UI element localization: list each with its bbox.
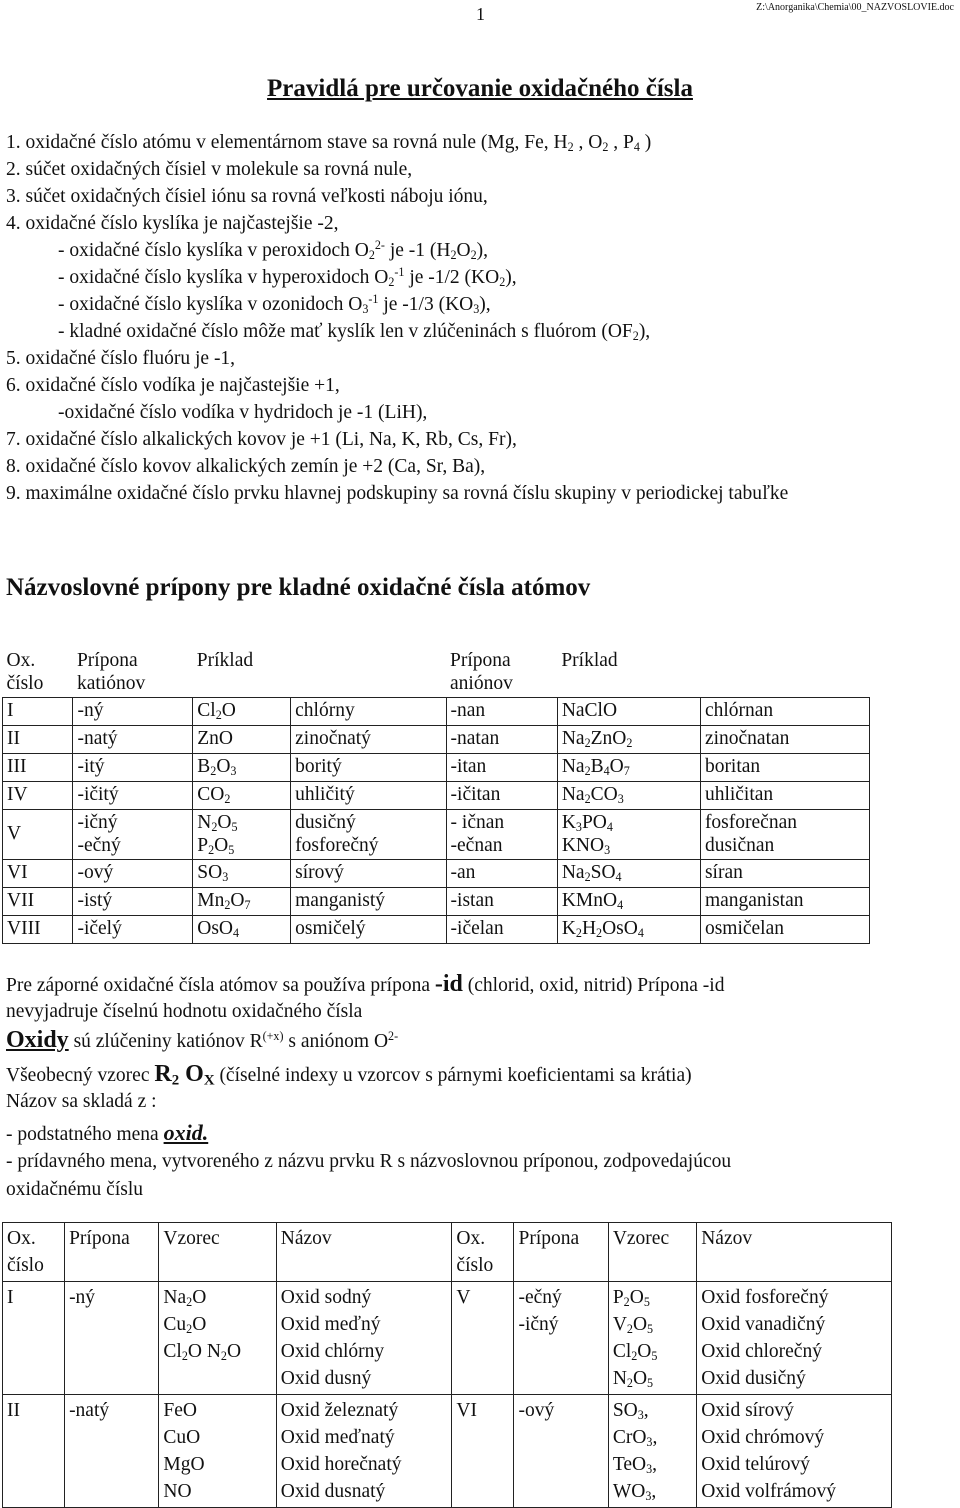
cell: Ox. číslo [3, 1223, 65, 1282]
cell: Oxid sodný Oxid meďný Oxid chlórny Oxid dusný [276, 1282, 452, 1395]
cell: Názov [276, 1223, 452, 1282]
cell: $CO_2$ [193, 781, 291, 809]
rule-8: 8. oxidačné číslo kovov alkalických zemín je +2 (Ca, Sr, Ba), [6, 456, 486, 477]
cell: NaClO [557, 697, 700, 725]
table-header-row [3, 1223, 892, 1282]
rule-9: 9. maximálne oxidačné číslo prvku hlavnej podskupiny sa rovná číslu skupiny v periodickej tabuľke [6, 483, 789, 504]
table-row [3, 725, 870, 753]
rule-4c: - oxidačné číslo kyslíka v ozonidoch $O_3^{-1}$ je -1/3 $(KO_3)$, [58, 291, 491, 317]
cell: zinočnatý [291, 725, 446, 753]
cell: $B_2O_3$ [193, 753, 291, 781]
cell: $Mn_2O_7$ [193, 887, 291, 915]
header-example-2: Príklad [561, 650, 618, 671]
table-row [3, 809, 870, 859]
cell: KMnO$_4$ [557, 887, 700, 915]
cell: zinočnatan [700, 725, 869, 753]
cell: Oxid sírový Oxid chrómový Oxid telúrový Oxid volfrámový [697, 1395, 892, 1508]
cell: -an [446, 859, 557, 887]
cell: VII [3, 887, 73, 915]
cell: $Na_2B_4O_7$ [557, 753, 700, 781]
rule-3: 3. súčet oxidačných čísiel iónu sa rovná veľkosti náboju iónu, [6, 186, 488, 207]
note-formula: Všeobecný vzorec $R_2$ $O_X$ (číselné indexy u vzorcov s párnymi koeficientami sa krátia) [6, 1061, 692, 1089]
section-title: Názvoslovné prípony pre kladné oxidačné čísla atómov [6, 574, 591, 601]
cell: Názov [697, 1223, 892, 1282]
cell: $P_2O_5$ $V_2O_5$ $Cl_2O_5$ $N_2O_5$ [608, 1282, 696, 1395]
cell: -ičný -ečný [73, 809, 193, 859]
note-name: Názov sa skladá z : [6, 1091, 157, 1112]
note-dash-1: - podstatného mena oxid. [6, 1120, 209, 1145]
cell: II [3, 1395, 65, 1508]
rule-2: 2. súčet oxidačných čísiel v molekule sa rovná nule, [6, 159, 413, 180]
cell: -istan [446, 887, 557, 915]
cell: Vzorec [608, 1223, 696, 1282]
cell: III [3, 753, 73, 781]
rule-4: 4. oxidačné číslo kyslíka je najčastejšie -2, [6, 213, 339, 234]
cell: Ox. číslo [452, 1223, 514, 1282]
cell: chlórny [291, 697, 446, 725]
cell: boritý [291, 753, 446, 781]
table-header-row [3, 648, 870, 697]
cell: $SO_3$, CrO$_3$, TeO$_3$, $WO_3$, [608, 1395, 696, 1508]
cell: sírový [291, 859, 446, 887]
note-negative: Pre záporné oxidačné čísla atómov sa používa prípona -id (chlorid, oxid, nitrid) Prípona -id [6, 971, 725, 997]
cell: manganistan [700, 887, 869, 915]
cell: -istý [73, 887, 193, 915]
cell: dusičný fosforečný [291, 809, 446, 859]
note-dash-2: - prídavného mena, vytvoreného z názvu prvku R s názvoslovnou príponou, zodpovedajúcou [6, 1151, 732, 1172]
cell: -ný [65, 1282, 159, 1395]
rules-list [6, 131, 956, 509]
cell: $Na_2SO_4$ [557, 859, 700, 887]
cell: Oxid železnatý Oxid meďnatý Oxid horečnatý Oxid dusnatý [276, 1395, 452, 1508]
cell: $Na_2CO_3$ [557, 781, 700, 809]
cell: VIII [3, 915, 73, 943]
header-ox: Ox. číslo [6, 650, 44, 695]
cell: manganistý [291, 887, 446, 915]
table-row [3, 859, 870, 887]
cell: Prípona [514, 1223, 608, 1282]
cell: V [3, 809, 73, 859]
file-path: Z:\Anorganika\Chemia\00_NAZVOSLOVIE.doc [756, 2, 954, 13]
cell: -natan [446, 725, 557, 753]
cell: $N_2O_5$ $P_2O_5$ [193, 809, 291, 859]
rule-4b: - oxidačné číslo kyslíka v hyperoxidoch $O_2^{-1}$ je -1/2 $(KO_2)$, [58, 264, 517, 290]
cell: VI [3, 859, 73, 887]
cell: -ičelý [73, 915, 193, 943]
oxide-table [2, 1222, 892, 1508]
table-row [3, 1395, 892, 1508]
cell: uhličitan [700, 781, 869, 809]
rule-4a: - oxidačné číslo kyslíka v peroxidoch $O_2^{2-}$ je -1 $(H_2O_2)$, [58, 237, 489, 263]
cell: -ečný -ičný [514, 1282, 608, 1395]
rule-5: 5. oxidačné číslo fluóru je -1, [6, 348, 236, 369]
cell: V [452, 1282, 514, 1395]
header-kat: Prípona katiónov [76, 650, 146, 695]
cell: -ičitan [446, 781, 557, 809]
cell: osmičelan [700, 915, 869, 943]
page-title: Pravidlá pre určovanie oxidačného čísla [267, 75, 693, 102]
header-example: Príklad [196, 650, 254, 671]
cell: -ový [73, 859, 193, 887]
cell: Prípona [65, 1223, 159, 1282]
cell: chlórnan [700, 697, 869, 725]
cell: $Cl_2O$ [193, 697, 291, 725]
cell: fosforečnan dusičnan [700, 809, 869, 859]
cell: VI [452, 1395, 514, 1508]
page-number: 1 [476, 4, 485, 24]
cell: -ičitý [73, 781, 193, 809]
cell: $Na_2ZnO_2$ [557, 725, 700, 753]
cell: ZnO [193, 725, 291, 753]
cell: $K_3PO_4$ $KNO_3$ [557, 809, 700, 859]
cell: FeO CuO MgO NO [159, 1395, 276, 1508]
rule-4d: - kladné oxidačné číslo môže mať kyslík len v zlúčeninách s fluórom $(OF_2)$, [58, 321, 651, 344]
cell: I [3, 1282, 65, 1395]
cell: -natý [73, 725, 193, 753]
cell: $K_2H_2OsO_4$ [557, 915, 700, 943]
rule-6: 6. oxidačné číslo vodíka je najčastejšie +1, [6, 375, 340, 396]
table-row [3, 1282, 892, 1395]
cell: uhličitý [291, 781, 446, 809]
cell: síran [700, 859, 869, 887]
suffix-table [2, 648, 870, 944]
header-an: Prípona aniónov [450, 650, 513, 695]
cell: -itý [73, 753, 193, 781]
note-dash-3: oxidačnému číslu [6, 1179, 144, 1200]
cell: boritan [700, 753, 869, 781]
cell: $Na_2O$ $Cu_2O$ $Cl_2O$ $N_2O$ [159, 1282, 276, 1395]
cell: -ový [514, 1395, 608, 1508]
note-negative-2: nevyjadruje číselnú hodnotu oxidačného čísla [6, 1001, 363, 1022]
cell: OsO$_4$ [193, 915, 291, 943]
table-row [3, 781, 870, 809]
cell: $SO_3$ [193, 859, 291, 887]
rule-1: 1. oxidačné číslo atómu v elementárnom stave sa rovná nule (Mg, Fe, $H_2$ , $O_2$ , $P_4$ ) [6, 132, 652, 155]
cell: -ný [73, 697, 193, 725]
note-oxidy: Oxidy sú zlúčeniny katiónov $R^{(+x)}$ s aniónom $O^{2-}$ [6, 1027, 399, 1053]
cell: osmičelý [291, 915, 446, 943]
rule-7: 7. oxidačné číslo alkalických kovov je +1 (Li, Na, K, Rb, Cs, Fr), [6, 429, 517, 450]
cell: - ičnan -ečnan [446, 809, 557, 859]
rule-6a: -oxidačné číslo vodíka v hydridoch je -1 (LiH), [58, 402, 428, 423]
cell: -ičelan [446, 915, 557, 943]
cell: -natý [65, 1395, 159, 1508]
table-row [3, 697, 870, 725]
table-row [3, 915, 870, 943]
cell: Vzorec [159, 1223, 276, 1282]
cell: I [3, 697, 73, 725]
cell: Oxid fosforečný Oxid vanadičný Oxid chlorečný Oxid dusičný [697, 1282, 892, 1395]
cell: II [3, 725, 73, 753]
cell: -nan [446, 697, 557, 725]
cell: -itan [446, 753, 557, 781]
table-row [3, 887, 870, 915]
table-row [3, 753, 870, 781]
cell: IV [3, 781, 73, 809]
